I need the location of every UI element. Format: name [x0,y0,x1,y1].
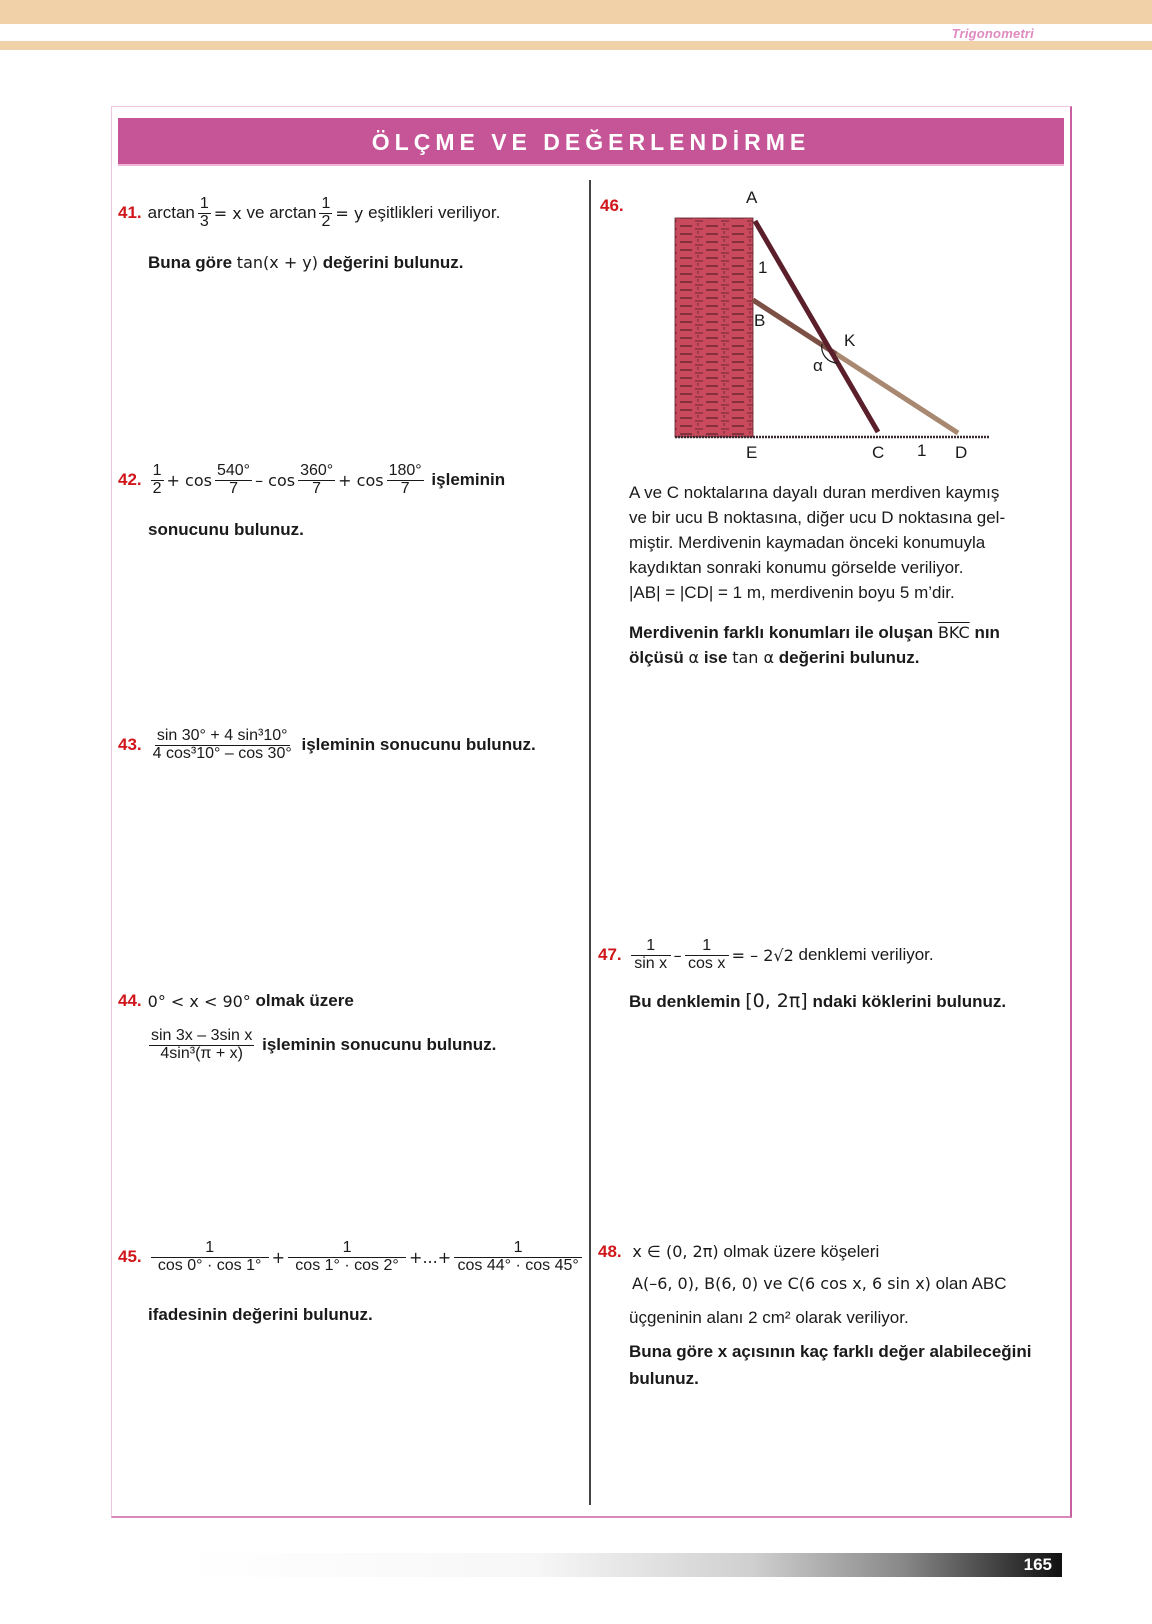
label-cd-length: 1 [917,441,927,460]
prompt-text: işleminin [431,470,506,490]
question-text: olmak üzere köşeleri [723,1242,880,1261]
question-43 [118,728,536,763]
question-number: 47. [598,945,622,965]
math-text: arctan [269,203,317,223]
question-number: 41. [118,203,142,223]
denominator: 4 cos³10° – cos 30° [152,744,292,762]
top-decorative-band [0,0,1152,24]
prompt-text: değerini bulunuz. [322,253,464,272]
prompt-text: ise [703,648,728,667]
description-line: miştir. Merdivenin kaymadan önceki konumuyla [629,533,986,552]
denominator: 3 [199,212,209,230]
denominator: 7 [400,479,410,497]
prompt-text: Buna göre [148,253,233,272]
prompt-text: değerini bulunuz. [778,648,920,667]
math-text: +...+ [409,1247,452,1267]
prompt-text: işleminin sonucunu bulunuz. [262,1035,497,1055]
prompt-text: ndaki köklerini bulunuz. [812,992,1007,1011]
question-text: denklemi veriliyor. [798,945,934,965]
numerator: sin 30° + 4 sin³10° [156,727,288,744]
fraction [288,1240,406,1275]
denominator: sin x [634,954,668,972]
math-text: + [271,1247,286,1267]
question-number: 42. [118,470,142,490]
question-46-description [629,480,1049,605]
math-text: + cos [166,470,212,490]
math-text: tan(x + y) [236,253,319,272]
denominator: cos 1° · cos 2° [295,1256,399,1274]
question-46-prompt [629,620,1049,670]
fraction [298,463,335,498]
question-48-prompt: Buna göre x açısının kaç farklı değer alabileceğini [629,1342,1032,1361]
fraction [685,938,729,973]
prompt-text: Merdivenin farklı konumları ile oluşan [629,623,934,642]
description-line: |AB| = |CD| = 1 m, merdivenin boyu 5 m’dir. [629,583,955,602]
fraction [149,1028,254,1063]
prompt-text: ölçüsü [629,648,684,667]
numerator: 1 [199,195,209,212]
denominator: cos x [687,954,726,972]
question-42 [118,463,505,498]
fraction [319,196,332,231]
math-text: 0° < x < 90° [147,991,251,1011]
question-47-prompt [629,990,1006,1012]
numerator: 1 [151,1240,269,1258]
numerator: 1 [454,1240,582,1258]
denominator: 7 [312,479,322,497]
question-text: eşitlikleri veriliyor. [368,203,501,223]
math-text: α [688,648,700,667]
denominator: 2 [152,479,162,497]
question-45-prompt: ifadesinin değerini bulunuz. [148,1305,373,1324]
numerator: 360° [300,462,334,479]
question-47 [598,938,934,973]
angle-notation: $\overline{BKC}$ [937,623,970,642]
question-number: 48. [598,1242,622,1261]
math-text: A(–6, 0), B(6, 0) ve C(6 cos x, 6 sin x) [632,1274,931,1293]
question-number: 46. [600,196,624,215]
question-number: 44. [118,991,142,1010]
ladder-figure [600,190,1000,470]
question-number: 45. [118,1247,142,1267]
label-b: B [754,311,766,330]
question-48-line2 [632,1274,1007,1294]
text: ve [246,203,265,223]
numerator: 180° [388,462,422,479]
label-d: D [955,443,968,462]
column-divider [589,180,591,1505]
numerator: 1 [152,462,162,479]
description-line: kaydıktan sonraki konumu görselde veriliyor. [629,558,964,577]
question-text: olan ABC [935,1274,1007,1293]
numerator: 1 [685,938,729,956]
math-text: = – 2√2 [731,945,794,965]
question-number: 43. [118,735,142,755]
math-text: = y [335,203,364,223]
page-title: ÖLÇME VE DEĞERLENDİRME [118,118,1064,166]
fraction [198,196,211,231]
numerator: 1 [321,195,331,212]
fraction [387,463,424,498]
math-text: arctan [147,203,195,223]
label-c: C [872,443,885,462]
math-text: + cos [338,470,384,490]
page-number: 165 [1023,1555,1052,1574]
fraction [454,1240,582,1275]
prompt-text: Bu denklemin [629,992,741,1011]
numerator: 1 [288,1240,406,1258]
denominator: 2 [321,212,331,230]
numerator: 540° [216,462,251,479]
description-line: ve bir ucu B noktasına, diğer ucu D noktasına gel- [629,508,1006,527]
label-a: A [746,188,758,207]
label-ab-length: 1 [758,258,768,277]
question-48-line3: üçgeninin alanı 2 cm² olarak veriliyor. [629,1308,909,1327]
label-alpha: α [813,356,823,375]
question-41-prompt [148,253,463,273]
fraction [631,938,671,973]
prompt-text: olmak üzere [255,991,354,1010]
label-e: E [746,443,758,462]
description-line: A ve C noktalarına dayalı duran merdiven kaymış [629,483,1000,502]
math-text: = x [213,203,242,223]
math-text: x ∈ (0, 2π) [632,1242,719,1261]
question-48-prompt-cont: bulunuz. [629,1369,699,1388]
math-text: – cos [255,470,296,490]
fraction [151,1240,269,1275]
question-45 [118,1240,585,1275]
question-42-prompt: sonucunu bulunuz. [148,520,304,539]
question-48 [598,1242,879,1262]
fraction [151,463,164,498]
denominator: 4sin³(π + x) [160,1044,243,1062]
numerator: 1 [631,938,671,956]
numerator: sin 3x – 3sin x [151,1027,253,1044]
question-44-expression [146,1028,496,1063]
denominator: cos 44° · cos 45° [457,1256,579,1274]
denominator: cos 0° · cos 1° [157,1256,262,1274]
prompt-text: nın [974,623,1000,642]
fraction [215,463,252,498]
section-label: Trigonometri [951,26,1034,41]
question-44 [118,991,354,1011]
prompt-text: işleminin sonucunu bulunuz. [301,735,536,755]
math-text: – [673,945,682,965]
page-number-bar [180,1553,1062,1577]
fraction [151,728,294,763]
math-text: tan α [732,648,775,667]
label-k: K [844,331,856,350]
denominator: 7 [229,479,238,497]
math-text: [0, 2π] [745,990,808,1012]
question-41 [118,196,500,231]
ladder-diagram [600,190,1000,470]
top-decorative-band-lower [0,41,1152,50]
